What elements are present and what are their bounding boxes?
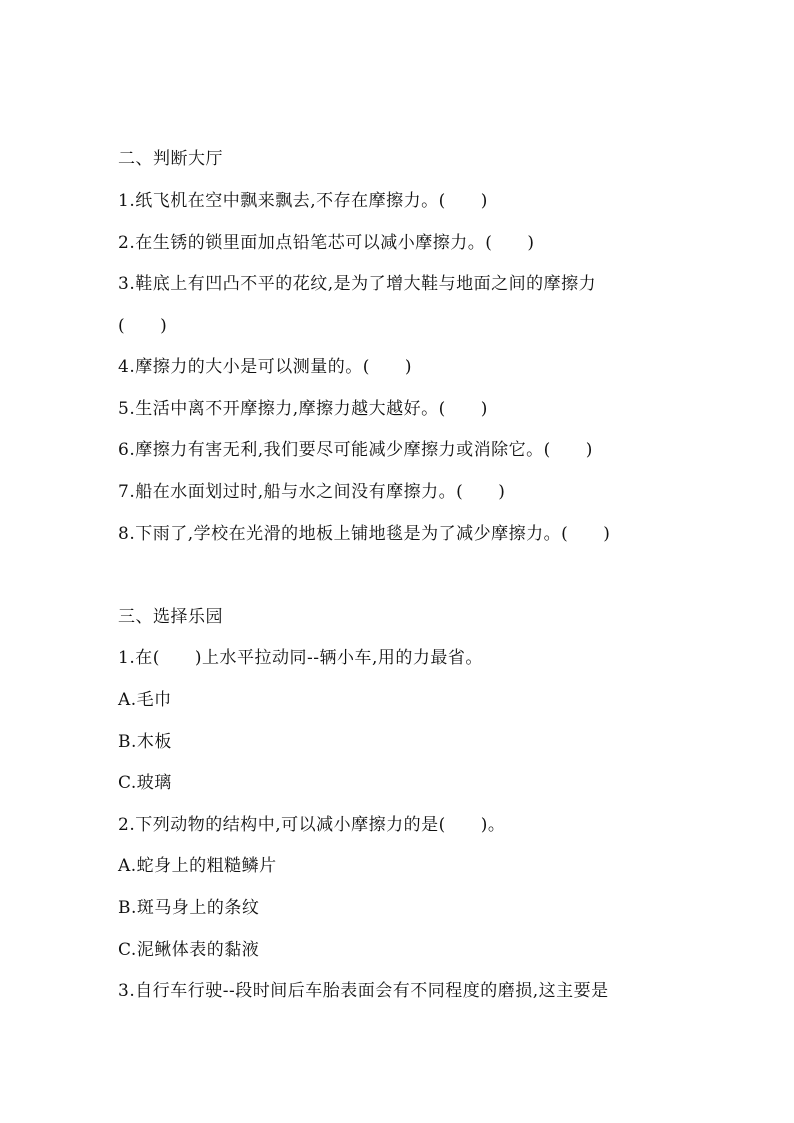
judgment-item-2: 2.在生锈的锁里面加点铅笔芯可以减小摩擦力。( )	[118, 233, 535, 253]
choice-q2-option-a: A.蛇身上的粗糙鳞片	[118, 856, 277, 876]
choice-q1-option-c: C.玻璃	[118, 773, 172, 793]
choice-q1-option-b: B.木板	[118, 732, 172, 752]
judgment-item-7: 7.船在水面划过时,船与水之间没有摩擦力。( )	[118, 482, 506, 502]
choice-question-2: 2.下列动物的结构中,可以减小摩擦力的是( )。	[118, 815, 506, 835]
judgment-item-8: 8.下雨了,学校在光滑的地板上铺地毯是为了减少摩擦力。( )	[118, 524, 611, 544]
choice-question-1: 1.在( )上水平拉动同--辆小车,用的力最省。	[118, 648, 483, 668]
judgment-item-4: 4.摩擦力的大小是可以测量的。( )	[118, 357, 412, 377]
judgment-item-6: 6.摩擦力有害无利,我们要尽可能减少摩擦力或消除它。( )	[118, 440, 593, 460]
judgment-item-1: 1.纸飞机在空中飘来飘去,不存在摩擦力。( )	[118, 191, 488, 211]
section-heading-choice: 三、选择乐园	[118, 607, 223, 627]
choice-q2-option-b: B.斑马身上的条纹	[118, 898, 260, 918]
judgment-item-3-bracket: ( )	[118, 316, 168, 336]
section-heading-judgment: 二、判断大厅	[118, 149, 223, 169]
choice-q2-option-c: C.泥鳅体表的黏液	[118, 940, 260, 960]
choice-question-3: 3.自行车行驶--段时间后车胎表面会有不同程度的磨损,这主要是	[118, 981, 609, 1001]
choice-q1-option-a: A.毛巾	[118, 690, 172, 710]
judgment-item-3: 3.鞋底上有凹凸不平的花纹,是为了增大鞋与地面之间的摩擦力	[118, 274, 597, 294]
judgment-item-5: 5.生活中离不开摩擦力,摩擦力越大越好。( )	[118, 399, 488, 419]
